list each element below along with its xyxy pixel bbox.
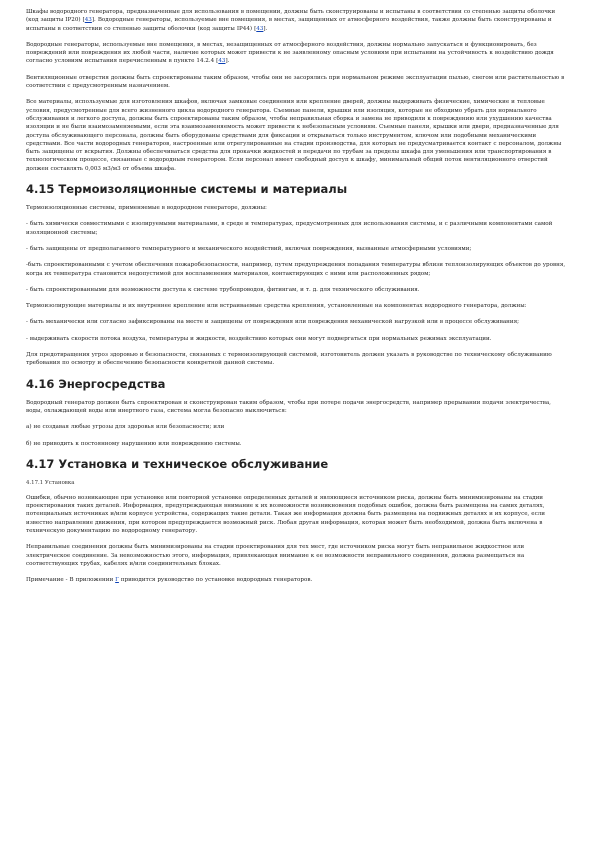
list-item: - быть защищены от предполагаемого температурного и механического воздействий, включая повреждения, вызванные атмосферными условиями; <box>26 245 472 252</box>
text: приводится руководство по установке водородных генераторов. <box>118 577 313 584</box>
text: ]. <box>263 25 268 32</box>
paragraph-materials: Все материалы, используемые для изготовления шкафов, включая замковые соединения или крепление дверей, должны выдерживать физические, химические и тепловые условия, предусмотренные для всего жизненного цикла водородного генератора. Съемные панели, крышки или изоляция, которые не обходимо убрать для нормального обслуживания и легкого доступа, должны быть спроектированы таким образом, чтобы неправильная сборка и замена не приводили к повреждению или ухудшению качества изоляции и не были взаимозаменяемыми, если эта взаимозаменяемость может привести к небезопасным условиям. Съемные панели, крышки или двери, предназначенные для доступа обслуживающего персонала, должны быть оборудованы средствами для фиксации и открываться только инструментом, ключом или подобными механическими средствами. Все части водородных генераторов, настроенные или отрегулированные на стадии производства, для которых не предусматривается контакт с персоналом, должны быть защищены от вскрытия. Должны обеспечиваться средства для прокачки жидкостей и передачи по трубам за пределы шкафа для уменьшения или транспортирования в технологическом процессе, связанные с водородным генератором. Если персонал имеет свободный доступ к шкафу, минимальный общий поток вентиляционного отверстий должен составлять 0,003 м3/м3 от объема шкафа. <box>26 99 562 172</box>
paragraph-installation: Ошибки, обычно возникающие при установке или повторной установке определенных деталей и являющиеся источником риска, должны быть минимизированы на стадии проектирования таких деталей. Информация, предупреждающая внимание к их возможности возникновения подобных ошибок, должна быть размещена на самих деталях, потенциальных источниках и/или корпусе устройства, содержащих такие детали. Такая же информация должна быть размещена на подвижных деталях и их корпусе, если известно направление движения, при котором предупреждается возможный риск. Любая другая информация, которая может быть необходимой, должна быть включена в техническую документацию по водородному генератору. <box>26 494 546 534</box>
text: Примечание - В приложении <box>26 577 116 584</box>
paragraph-connections: Неправильные соединения должны быть минимизированы на стадии проектирования для тех мест, где источником риска могут быть неправильное жидкостное или электрическое соединение. За невозможностью этого, информация, привлекающая внимание к ее возможности неправильного соединения, должна размещаться на соответствующих трубах, кабелях и/или соединительных блоках. <box>26 544 525 567</box>
list-item: б) не приводить к постоянному нарушению или повреждению системы. <box>26 440 242 447</box>
paragraph-vents: Вентиляционные отверстия должны быть спроектированы таким образом, чтобы они не засорялись при нормальном режиме эксплуатации пылью, снегом или растительностью в соответствии с предусмотренным назначением. <box>26 74 565 90</box>
paragraph-enclosure-ip <box>26 8 569 33</box>
paragraph-outdoor <box>26 41 569 66</box>
subsection-heading: 4.17.1 Установка <box>26 479 75 486</box>
text: ]. <box>225 58 230 65</box>
text: Водородные генераторы, используемые вне помещения, в местах, незащищенных от атмосферного воздействия, должны нормально запускаться и функционировать, без повреждений или повреждения их любой части, наличие которых может привести к не заявленному опасным условиям при испытании на устойчивость к воздействию дождя согласно условиям испытания перечисленным в пункте 14.2.4 [ <box>26 41 554 65</box>
reference-link[interactable]: 43 <box>218 58 226 65</box>
list-item: - быть механически или согласно зафиксированы на месте и защищены от повреждения или повреждения механической нагрузкой или в процессе обслуживания; <box>26 319 520 326</box>
text: Шкафы водородного генератора, предназначенные для использования в помещении, должны быть сконструированы и испытаны в соответствии со степенью защиты оболочки (код защиты IP20) [ <box>26 9 556 24</box>
reference-link[interactable]: 43 <box>84 17 92 24</box>
list-item: - быть спроектированными для возможности доступа к системе трубопроводов, фитингам, и т. д. для технического обслуживания. <box>26 286 420 293</box>
list-item: - быть химически совместимыми с изолируемыми материалами, в среде и температурах, предусмотренных для использования системы, и с различными компонентами самой изоляционной системы; <box>26 221 553 236</box>
list-item: а) не создавая любые угрозы для здоровья или безопасности; или <box>26 424 225 431</box>
paragraph-utilities: Водородный генератор должен быть спроектирован и сконструирован таким образом, чтобы при потере подачи энергосредств, например прерывании подачи электричества, воды, охлаждающей воды или инертного газа, система могла безопасно выключиться: <box>26 399 551 414</box>
section-heading-4-17: 4.17 Установка и техническое обслуживание <box>26 456 329 471</box>
paragraph-manual: Для предотвращения угроз здоровью и безопасности, связанных с термоизолирующей системой, изготовитель должен указать в руководстве по техническому обслуживанию требования по осмотру и обеспечению безопасности конкретной данной системы. <box>26 352 552 367</box>
text: ]. Водородные генераторы, используемые вне помещения, в местах, защищенных от атмосферного воздействия, также должны быть сконструированы и испытаны в соответствии со степенью защиты оболочки (код защиты IP44) [ <box>26 17 552 32</box>
section-heading-4-16: 4.16 Энергосредства <box>26 376 166 391</box>
appendix-link[interactable]: Г <box>115 577 119 584</box>
reference-link[interactable]: 43 <box>256 25 264 32</box>
paragraph-insulation-materials: Термоизолирующие материалы и их внутреннее крепление или встраиваемые средства крепления, установленные на компонентах водородного генератора, должны: <box>26 303 527 310</box>
note <box>26 576 569 584</box>
section-intro: Термоизоляционные системы, применяемые в водородном генераторе, должны: <box>26 205 267 212</box>
list-item: -быть спроектированными с учетом обеспечения пожаробезопасности, например, путем предупреждения попадания температуры вблизи теплоизолирующих объектов до уровня, когда их температура становится недопустимой для воспламенения материалов, контактирующих с ними или расположенных рядом; <box>26 262 566 277</box>
list-item: - выдерживать скорости потока воздуха, температуры и жидкости, воздействию которых они могут подвергаться при нормальных режимах эксплуатации. <box>26 335 492 342</box>
section-heading-4-15: 4.15 Термоизоляционные системы и материалы <box>26 182 348 197</box>
